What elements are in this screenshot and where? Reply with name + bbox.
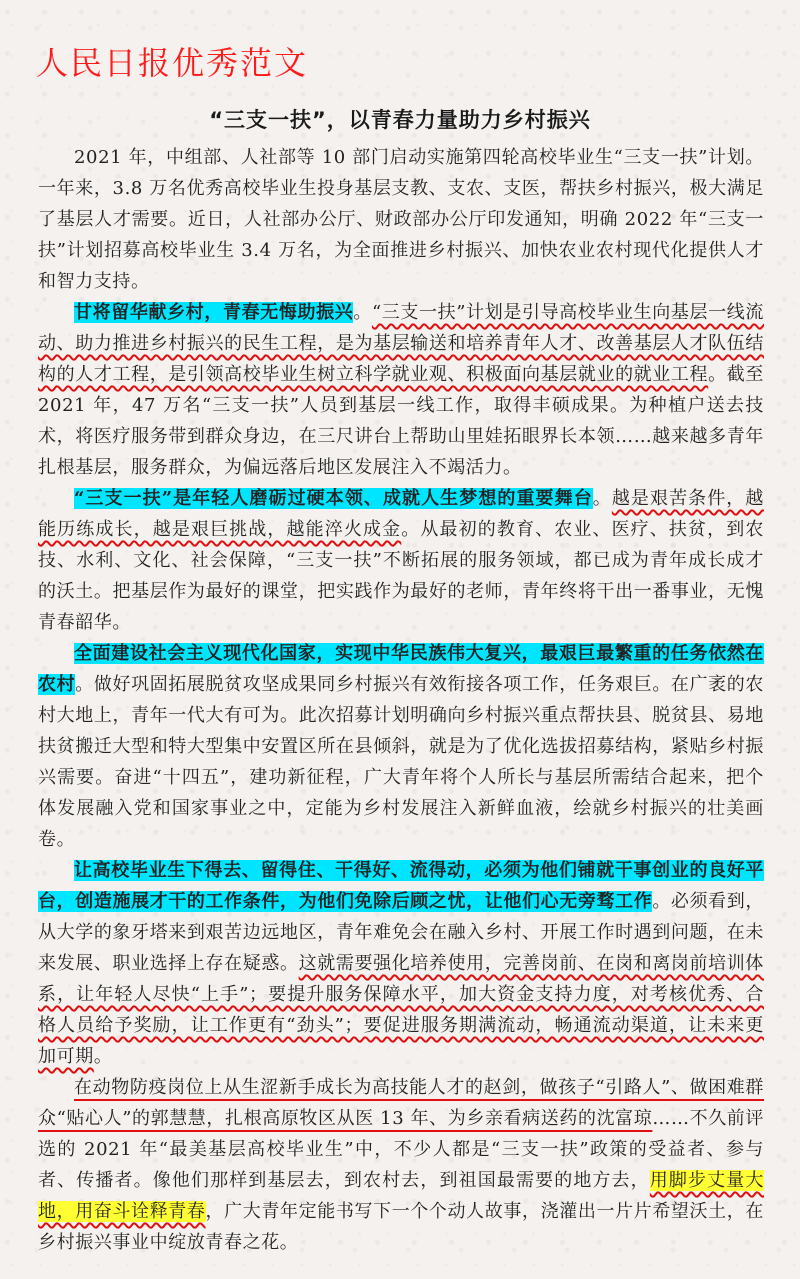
article-title: “三支一扶”，以青春力量助力乡村振兴 — [209, 108, 591, 132]
paragraph-6-end: ，广大青年定能书写下一个个动人故事，浇灌出一片片希望沃土，在乡村振兴事业中绽放青春之花。 — [38, 1201, 764, 1253]
article-body — [38, 142, 764, 1258]
paragraph-3-sep: 。 — [592, 488, 612, 509]
paragraph-3-rest: 。从最初的教育、农业、医疗、扶贫，到农技、水利、文化、社会保障，“三支一扶”不断拓展的服务领域，都已成为青年成长成才的沃土。把基层作为最好的课堂，把实践作为最好的老师，青年终将干出一番事业，无愧青春韶华。 — [38, 519, 764, 633]
paragraph-5-mid: 。必须看到，从大学的象牙塔来到艰苦边远地区，青年难免会在融入乡村、开展工作时遇到问题，在未来发展、职业选择上存在疑惑。 — [38, 891, 764, 974]
paragraph-2 — [38, 297, 764, 483]
paragraph-5-heading: 让高校毕业生下得去、留得住、干得好、流得动，必须为他们铺就干事创业的良好平台，创造施展才干的工作条件，为他们免除后顾之忧，让他们心无旁骛工作 — [38, 860, 764, 912]
paragraph-2-rest: 。截至 2021 年，47 万名“三支一扶”人员到基层一线工作，取得丰硕成果。为种植户送去技术，将医疗服务带到群众身边，在三尺讲台上帮助山里娃拓眼界长本领……越来越多青年扎根基层，服务群众，为偏远落后地区发展注入不竭活力。 — [38, 364, 764, 478]
paragraph-3 — [38, 483, 764, 638]
paragraph-3-underlined: 越是艰苦条件，越能历练成长，越是艰巨挑战，越能淬火成金 — [38, 488, 764, 540]
paragraph-5 — [38, 855, 764, 1072]
paragraph-6 — [38, 1072, 764, 1258]
paragraph-5-end: 。 — [93, 1046, 113, 1067]
paragraph-5-underlined: 这就需要强化培养使用，完善岗前、在岗和离岗前培训体系，让年轻人尽快“上手”；要提升服务保障水平，加大资金支持力度，对考核优秀、合格人员给予奖励，让工作更有“劲头”；要促进服务期满流动，畅通流动渠道，让未来更加可期 — [38, 953, 764, 1067]
paragraph-4-rest: 。做好巩固拓展脱贫攻坚成果同乡村振兴有效衔接各项工作，任务艰巨。在广袤的农村大地上，青年一代大有可为。此次招募计划明确向乡村振兴重点帮扶县、脱贫县、易地扶贫搬迁大型和特大型集中安置区所在县倾斜，就是为了优化选拔招募结构，紧贴乡村振兴需要。奋进“十四五”，建功新征程，广大青年将个人所长与基层所需结合起来，把个体发展融入党和国家事业之中，定能为乡村发展注入新鲜血液，绘就乡村振兴的壮美画卷。 — [38, 674, 764, 850]
paragraph-4 — [38, 638, 764, 855]
paragraph-1-text: 2021 年，中组部、人社部等 10 部门启动实施第四轮高校毕业生“三支一扶”计划。一年来，3.8 万名优秀高校毕业生投身基层支教、支农、支医，帮扶乡村振兴，极大满足了基层人才需要。近日，人社部办公厅、财政部办公厅印发通知，明确 2022 年“三支一扶”计划招募高校毕业生 3.4 万名，为全面推进乡村振兴、加快农业农村现代化提供人才和智力支持。 — [38, 147, 764, 292]
page-header-title: 人民日报优秀范文 — [36, 44, 309, 82]
paragraph-2-sep: 。 — [353, 302, 372, 323]
paragraph-1 — [38, 142, 764, 297]
paragraph-4-heading: 全面建设社会主义现代化国家，实现中华民族伟大复兴，最艰巨最繁重的任务依然在农村 — [38, 643, 764, 695]
paragraph-6-mid: ……不久前评选的 2021 年“最美基层高校毕业生”中，不少人都是“三支一扶”政策的受益者、参与者、传播者。像他们那样到基层去，到农村去，到祖国最需要的地方去， — [38, 1108, 764, 1191]
paragraph-6-highlight: 用脚步丈量大地，用奋斗诠释青春 — [38, 1170, 764, 1222]
paragraph-2-heading: 甘将留华献乡村，青春无悔助振兴 — [74, 302, 354, 323]
paragraph-2-underlined: “三支一扶”计划是引导高校毕业生向基层一线流动、助力推进乡村振兴的民生工程，是为基层输送和培养青年人才、改善基层人才队伍结构的人才工程，是引领高校毕业生树立科学就业观、积极面向基层就业的就业工程 — [38, 302, 764, 385]
paragraph-6-underlined: 在动物防疫岗位上从生涩新手成长为高技能人才的赵剑，做孩子“引路人”、做困难群众“贴心人”的郭慧慧，扎根高原牧区从医 13 年、为乡亲看病送药的沈富琼 — [38, 1077, 764, 1129]
paragraph-3-heading: “三支一扶”是年轻人磨砺过硬本领、成就人生梦想的重要舞台 — [74, 488, 593, 509]
